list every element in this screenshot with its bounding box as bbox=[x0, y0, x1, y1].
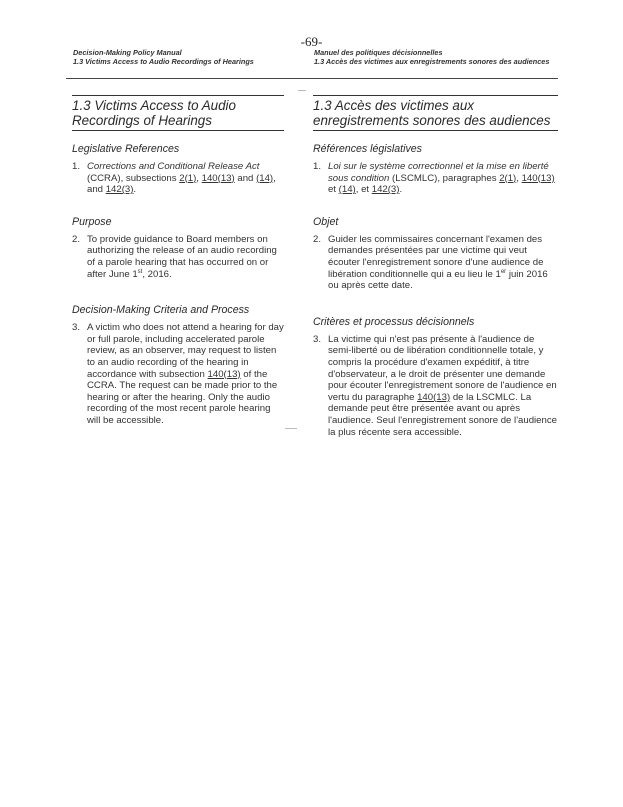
item-text bbox=[328, 334, 558, 438]
criteria-heading-fr: Critères et processus décisionnels bbox=[313, 315, 475, 328]
header-section-title-en: 1.3 Victims Access to Audio Recordings of Hearings bbox=[73, 56, 254, 66]
act-name: Loi sur le système correctionnel et la mise en liberté sous condition bbox=[328, 161, 549, 184]
legislative-references-heading-fr: Références législatives bbox=[313, 143, 422, 155]
reference-link[interactable]: (14) bbox=[256, 172, 274, 184]
text-segment: , bbox=[516, 172, 522, 184]
text-segment: , bbox=[196, 172, 202, 184]
item-text bbox=[87, 234, 284, 280]
item-number: 2. bbox=[313, 233, 322, 245]
header-manual-title-fr: Manuel des politiques décisionnelles bbox=[314, 48, 443, 57]
item-number: 3. bbox=[313, 333, 322, 345]
scan-artifact bbox=[298, 90, 306, 91]
header-manual-title-en: Decision-Making Policy Manual bbox=[73, 48, 182, 57]
text-segment: . bbox=[133, 184, 137, 196]
criteria-heading-en: Decision-Making Criteria and Process bbox=[72, 304, 250, 317]
item-number: 3. bbox=[72, 322, 81, 334]
running-header-en bbox=[73, 49, 303, 66]
text-segment: La victime qui n'est pas présente à l'audience de semi-liberté ou de libération conditionnelle totale, y compris la procédure d'examen expéditif, à titre d'observateur, a le droit de présenter une demande pour écouter l'enregistrement sonore de l'audience en vertu du paragraphe bbox=[328, 333, 557, 403]
header-divider bbox=[66, 78, 558, 79]
text-segment: et bbox=[328, 184, 339, 196]
running-header-fr bbox=[314, 49, 564, 66]
reference-link[interactable]: 140(13) bbox=[521, 172, 555, 184]
act-name: Corrections and Conditional Release Act bbox=[87, 161, 260, 172]
list-item-criteria-en bbox=[72, 322, 284, 426]
section-title-line1-en: 1.3 Victims Access to Audio bbox=[72, 98, 236, 113]
reference-link[interactable]: 2(1) bbox=[179, 172, 197, 184]
text-segment: (CCRA), subsections bbox=[87, 172, 180, 184]
text-segment: juin 2016 ou après cette date. bbox=[328, 268, 548, 292]
reference-link[interactable]: (14) bbox=[338, 184, 356, 196]
section-title-line2-en: Recordings of Hearings bbox=[72, 113, 212, 128]
section-title-line1-fr: 1.3 Accès des victimes aux bbox=[313, 98, 475, 113]
text-segment: of the CCRA. The request can be made prior to the hearing or after the hearing. Only the audio recording of the most recent parole hearing will be accessible. bbox=[87, 368, 278, 426]
text-segment: de la LSCMLC. La demande peut être présentée avant ou après l'audience. Seul l'enregistrement sonore de l'audience la plus récente sera accessible. bbox=[328, 391, 557, 438]
section-title-line2-fr: enregistrements sonores des audiences bbox=[313, 113, 551, 128]
item-text bbox=[87, 322, 284, 426]
page-number: -69- bbox=[300, 34, 323, 49]
text-segment: , and bbox=[87, 172, 276, 196]
text-segment: (LSCMLC), paragraphes bbox=[389, 172, 500, 184]
item-text bbox=[87, 161, 284, 196]
text-segment: Guider les commissaires concernant l'examen des demandes présentées par une victime qui veut écouter l'enregistrement sonore d'une audience de libération conditionnelle qui a eu lieu le 1 bbox=[328, 233, 544, 280]
english-column bbox=[72, 95, 284, 427]
item-number: 1. bbox=[313, 161, 322, 172]
list-item-purpose-fr bbox=[313, 234, 558, 292]
text-segment: , 2016. bbox=[142, 268, 172, 280]
purpose-heading-fr: Objet bbox=[313, 215, 339, 228]
section-title-fr bbox=[313, 95, 558, 131]
list-item-legislative-en bbox=[72, 161, 284, 196]
item-text bbox=[328, 161, 558, 196]
reference-link[interactable]: 142(3) bbox=[105, 184, 134, 196]
legislative-references-heading-en: Legislative References bbox=[72, 143, 180, 155]
section-title-en bbox=[72, 95, 284, 131]
header-section-title-fr: 1.3 Accès des victimes aux enregistrements sonores des audiences bbox=[314, 56, 550, 66]
text-segment: To provide guidance to Board members on authorizing the release of an audio recording of a parole hearing that has occurred on or after June 1 bbox=[87, 233, 277, 280]
text-segment: . bbox=[399, 184, 403, 196]
superscript: er bbox=[500, 268, 507, 275]
list-item-purpose-en bbox=[72, 234, 284, 280]
scan-artifact bbox=[285, 428, 297, 429]
reference-link[interactable]: 140(13) bbox=[207, 368, 241, 380]
list-item-criteria-fr bbox=[313, 334, 558, 438]
superscript: st bbox=[137, 268, 143, 275]
list-item-legislative-fr bbox=[313, 161, 558, 196]
reference-link[interactable]: 140(13) bbox=[201, 172, 235, 184]
text-segment: A victim who does not attend a hearing for day or full parole, including accelerated parole review, as an observer, may request to listen to an audio recording of the hearing in accordance with subsection bbox=[87, 322, 284, 380]
reference-link[interactable]: 140(13) bbox=[417, 391, 451, 403]
item-number: 1. bbox=[72, 161, 81, 172]
item-text bbox=[328, 234, 558, 292]
french-column bbox=[313, 95, 558, 438]
item-number: 2. bbox=[72, 233, 81, 245]
purpose-heading-en: Purpose bbox=[72, 215, 112, 228]
text-segment: , et bbox=[355, 184, 372, 196]
reference-link[interactable]: 142(3) bbox=[371, 184, 400, 196]
reference-link[interactable]: 2(1) bbox=[499, 172, 517, 184]
text-segment: and bbox=[234, 172, 257, 184]
